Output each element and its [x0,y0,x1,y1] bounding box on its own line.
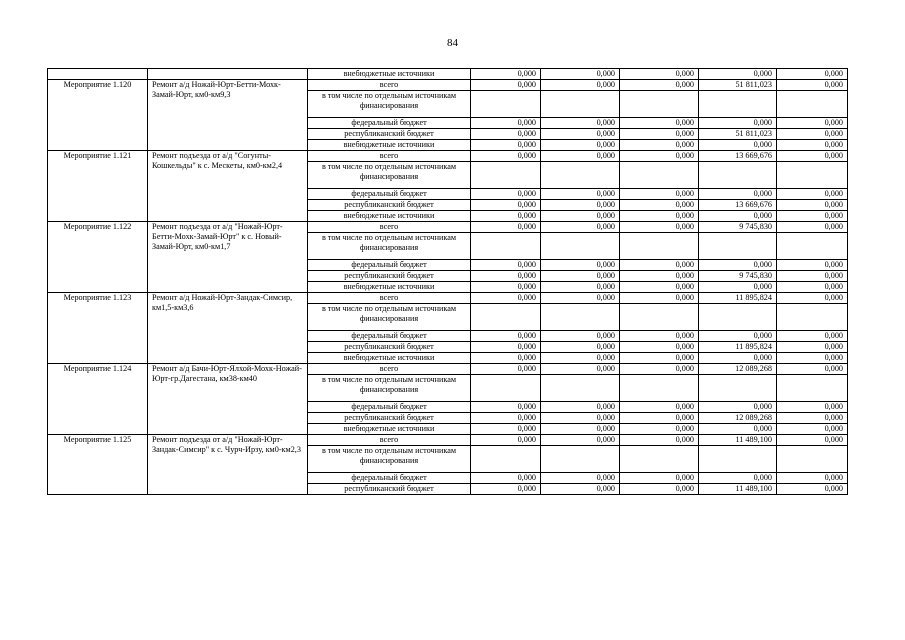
value-cell: 0,000 [471,353,541,364]
value-cell: 0,000 [541,151,620,162]
value-cell: 0,000 [471,140,541,151]
value-cell: 0,000 [699,424,777,435]
value-cell: 0,000 [777,353,848,364]
value-cell [699,91,777,118]
table-row [48,293,848,304]
value-cell [620,375,699,402]
source-cell: федеральный бюджет [308,118,471,129]
value-cell: 0,000 [541,282,620,293]
source-cell: всего [308,364,471,375]
value-cell: 0,000 [620,342,699,353]
table-row [48,80,848,91]
value-cell: 0,000 [471,413,541,424]
value-cell: 0,000 [541,293,620,304]
value-cell [471,446,541,473]
value-cell: 0,000 [777,402,848,413]
value-cell [699,162,777,189]
value-cell: 0,000 [541,484,620,495]
value-cell: 0,000 [471,282,541,293]
value-cell [777,375,848,402]
value-cell: 0,000 [777,413,848,424]
value-cell: 0,000 [541,331,620,342]
budget-table [47,68,848,495]
value-cell: 0,000 [777,189,848,200]
value-cell: 0,000 [541,129,620,140]
value-cell [471,375,541,402]
source-cell: в том числе по отдельным источникам финансирования [308,91,471,118]
value-cell: 0,000 [699,353,777,364]
activity-number: Мероприятие 1.120 [48,80,148,151]
source-cell: всего [308,80,471,91]
value-cell: 0,000 [699,331,777,342]
value-cell: 0,000 [777,293,848,304]
value-cell: 0,000 [777,331,848,342]
source-cell: федеральный бюджет [308,331,471,342]
source-cell: федеральный бюджет [308,473,471,484]
table-row [48,151,848,162]
table-row [48,364,848,375]
value-cell: 0,000 [777,484,848,495]
value-cell: 0,000 [777,140,848,151]
page-number: 84 [447,37,458,49]
value-cell: 0,000 [777,342,848,353]
value-cell: 11 895,824 [699,342,777,353]
value-cell [620,304,699,331]
value-cell: 0,000 [620,80,699,91]
value-cell: 0,000 [620,140,699,151]
value-cell: 0,000 [541,189,620,200]
value-cell: 0,000 [541,271,620,282]
value-cell: 0,000 [777,118,848,129]
source-cell: республиканский бюджет [308,413,471,424]
source-cell: республиканский бюджет [308,129,471,140]
value-cell [777,162,848,189]
value-cell: 0,000 [541,140,620,151]
value-cell: 0,000 [471,260,541,271]
value-cell: 0,000 [699,282,777,293]
table-row [48,69,848,80]
value-cell: 0,000 [541,364,620,375]
source-cell: республиканский бюджет [308,342,471,353]
source-cell: федеральный бюджет [308,260,471,271]
source-cell: внебюджетные источники [308,424,471,435]
value-cell: 0,000 [620,151,699,162]
value-cell: 0,000 [541,222,620,233]
value-cell: 0,000 [471,293,541,304]
value-cell: 0,000 [620,211,699,222]
value-cell: 0,000 [471,331,541,342]
value-cell: 0,000 [541,200,620,211]
value-cell: 0,000 [620,293,699,304]
value-cell: 0,000 [471,151,541,162]
value-cell [699,304,777,331]
value-cell: 0,000 [471,271,541,282]
empty-cell [148,69,308,80]
value-cell: 0,000 [471,222,541,233]
value-cell: 0,000 [699,473,777,484]
value-cell: 0,000 [777,222,848,233]
value-cell: 0,000 [471,211,541,222]
value-cell: 0,000 [620,364,699,375]
value-cell: 0,000 [620,413,699,424]
value-cell [471,233,541,260]
activity-number: Мероприятие 1.124 [48,364,148,435]
value-cell [777,304,848,331]
value-cell: 0,000 [777,473,848,484]
table-body [48,69,848,495]
source-cell: республиканский бюджет [308,271,471,282]
value-cell: 0,000 [471,424,541,435]
value-cell: 0,000 [471,402,541,413]
source-cell: всего [308,222,471,233]
value-cell: 0,000 [777,364,848,375]
value-cell: 51 811,023 [699,129,777,140]
source-cell: федеральный бюджет [308,402,471,413]
value-cell: 0,000 [699,260,777,271]
value-cell: 0,000 [699,118,777,129]
value-cell: 0,000 [471,342,541,353]
value-cell: 11 895,824 [699,293,777,304]
value-cell: 0,000 [541,473,620,484]
value-cell [777,446,848,473]
value-cell: 0,000 [471,118,541,129]
value-cell: 0,000 [777,200,848,211]
empty-cell [48,69,148,80]
value-cell: 0,000 [620,402,699,413]
value-cell: 0,000 [541,80,620,91]
source-cell: внебюджетные источники [308,282,471,293]
activity-name: Ремонт а/д Ножай-Юрт-Зандак-Симсир, км1,5-км3,6 [148,293,308,364]
value-cell: 0,000 [620,118,699,129]
value-cell: 0,000 [471,69,541,80]
activity-name: Ремонт а/д Ножай-Юрт-Бетти-Мохк-Замай-Юрт, км0-км9,3 [148,80,308,151]
value-cell: 0,000 [699,211,777,222]
value-cell: 13 669,676 [699,200,777,211]
value-cell: 12 089,268 [699,364,777,375]
table-row [48,222,848,233]
value-cell: 13 669,676 [699,151,777,162]
value-cell: 9 745,830 [699,222,777,233]
value-cell [777,233,848,260]
value-cell: 0,000 [620,222,699,233]
value-cell [541,233,620,260]
value-cell: 0,000 [471,200,541,211]
value-cell: 0,000 [699,69,777,80]
value-cell: 0,000 [620,189,699,200]
value-cell: 12 089,268 [699,413,777,424]
value-cell: 0,000 [541,69,620,80]
value-cell: 11 489,100 [699,435,777,446]
value-cell: 0,000 [620,435,699,446]
value-cell [541,162,620,189]
value-cell [699,446,777,473]
value-cell: 0,000 [777,424,848,435]
value-cell: 0,000 [777,260,848,271]
source-cell: в том числе по отдельным источникам финансирования [308,375,471,402]
source-cell: республиканский бюджет [308,200,471,211]
value-cell: 0,000 [471,473,541,484]
value-cell: 0,000 [620,424,699,435]
value-cell: 0,000 [541,118,620,129]
activity-name: Ремонт подъезда от а/д "Согунты-Кошкельды" к с. Мескеты, км0-км2,4 [148,151,308,222]
value-cell: 0,000 [620,69,699,80]
source-cell: в том числе по отдельным источникам финансирования [308,233,471,260]
value-cell: 0,000 [777,129,848,140]
value-cell: 11 489,100 [699,484,777,495]
value-cell [471,91,541,118]
value-cell [471,304,541,331]
value-cell: 0,000 [471,80,541,91]
value-cell: 0,000 [471,484,541,495]
value-cell: 0,000 [541,413,620,424]
value-cell: 0,000 [471,129,541,140]
value-cell: 0,000 [541,211,620,222]
value-cell [620,91,699,118]
source-cell: всего [308,151,471,162]
source-cell: внебюджетные источники [308,353,471,364]
value-cell [471,162,541,189]
table-row [48,435,848,446]
activity-number: Мероприятие 1.123 [48,293,148,364]
activity-name: Ремонт подъезда от а/д "Ножай-Юрт-Зандак-Симсир" к с. Чурч-Ирзу, км0-км2,3 [148,435,308,495]
value-cell: 0,000 [777,151,848,162]
source-cell: в том числе по отдельным источникам финансирования [308,304,471,331]
value-cell: 0,000 [699,189,777,200]
value-cell: 0,000 [471,364,541,375]
source-cell: всего [308,435,471,446]
value-cell: 0,000 [777,80,848,91]
value-cell: 0,000 [777,282,848,293]
source-cell: в том числе по отдельным источникам финансирования [308,162,471,189]
value-cell: 0,000 [620,484,699,495]
source-cell: всего [308,293,471,304]
value-cell: 0,000 [777,435,848,446]
value-cell: 51 811,023 [699,80,777,91]
source-cell: внебюджетные источники [308,211,471,222]
value-cell: 0,000 [777,69,848,80]
source-cell: внебюджетные источники [308,69,471,80]
value-cell: 0,000 [620,200,699,211]
value-cell: 0,000 [471,435,541,446]
value-cell [699,233,777,260]
value-cell: 0,000 [620,129,699,140]
value-cell: 0,000 [541,402,620,413]
value-cell: 0,000 [541,260,620,271]
value-cell: 9 745,830 [699,271,777,282]
value-cell: 0,000 [699,402,777,413]
value-cell: 0,000 [620,473,699,484]
value-cell: 0,000 [620,353,699,364]
value-cell: 0,000 [541,435,620,446]
value-cell: 0,000 [471,189,541,200]
value-cell: 0,000 [541,353,620,364]
value-cell: 0,000 [620,282,699,293]
source-cell: внебюджетные источники [308,140,471,151]
value-cell [541,91,620,118]
activity-number: Мероприятие 1.121 [48,151,148,222]
value-cell [777,91,848,118]
source-cell: федеральный бюджет [308,189,471,200]
value-cell: 0,000 [699,140,777,151]
value-cell: 0,000 [777,211,848,222]
value-cell: 0,000 [541,342,620,353]
value-cell [541,304,620,331]
value-cell [541,446,620,473]
source-cell: в том числе по отдельным источникам финансирования [308,446,471,473]
value-cell: 0,000 [620,331,699,342]
activity-number: Мероприятие 1.122 [48,222,148,293]
value-cell [699,375,777,402]
value-cell: 0,000 [541,424,620,435]
value-cell: 0,000 [620,271,699,282]
value-cell [541,375,620,402]
value-cell: 0,000 [620,260,699,271]
value-cell: 0,000 [777,271,848,282]
activity-number: Мероприятие 1.125 [48,435,148,495]
source-cell: республиканский бюджет [308,484,471,495]
activity-name: Ремонт подъезда от а/д "Ножай-Юрт-Бетти-Мохк-Замай-Юрт" к с. Новый-Замай-Юрт, км0-км1,7 [148,222,308,293]
value-cell [620,446,699,473]
value-cell [620,162,699,189]
activity-name: Ремонт а/д Бачи-Юрт-Ялхой-Мохк-Ножай-Юрт-гр.Дагестана, км38-км40 [148,364,308,435]
value-cell [620,233,699,260]
